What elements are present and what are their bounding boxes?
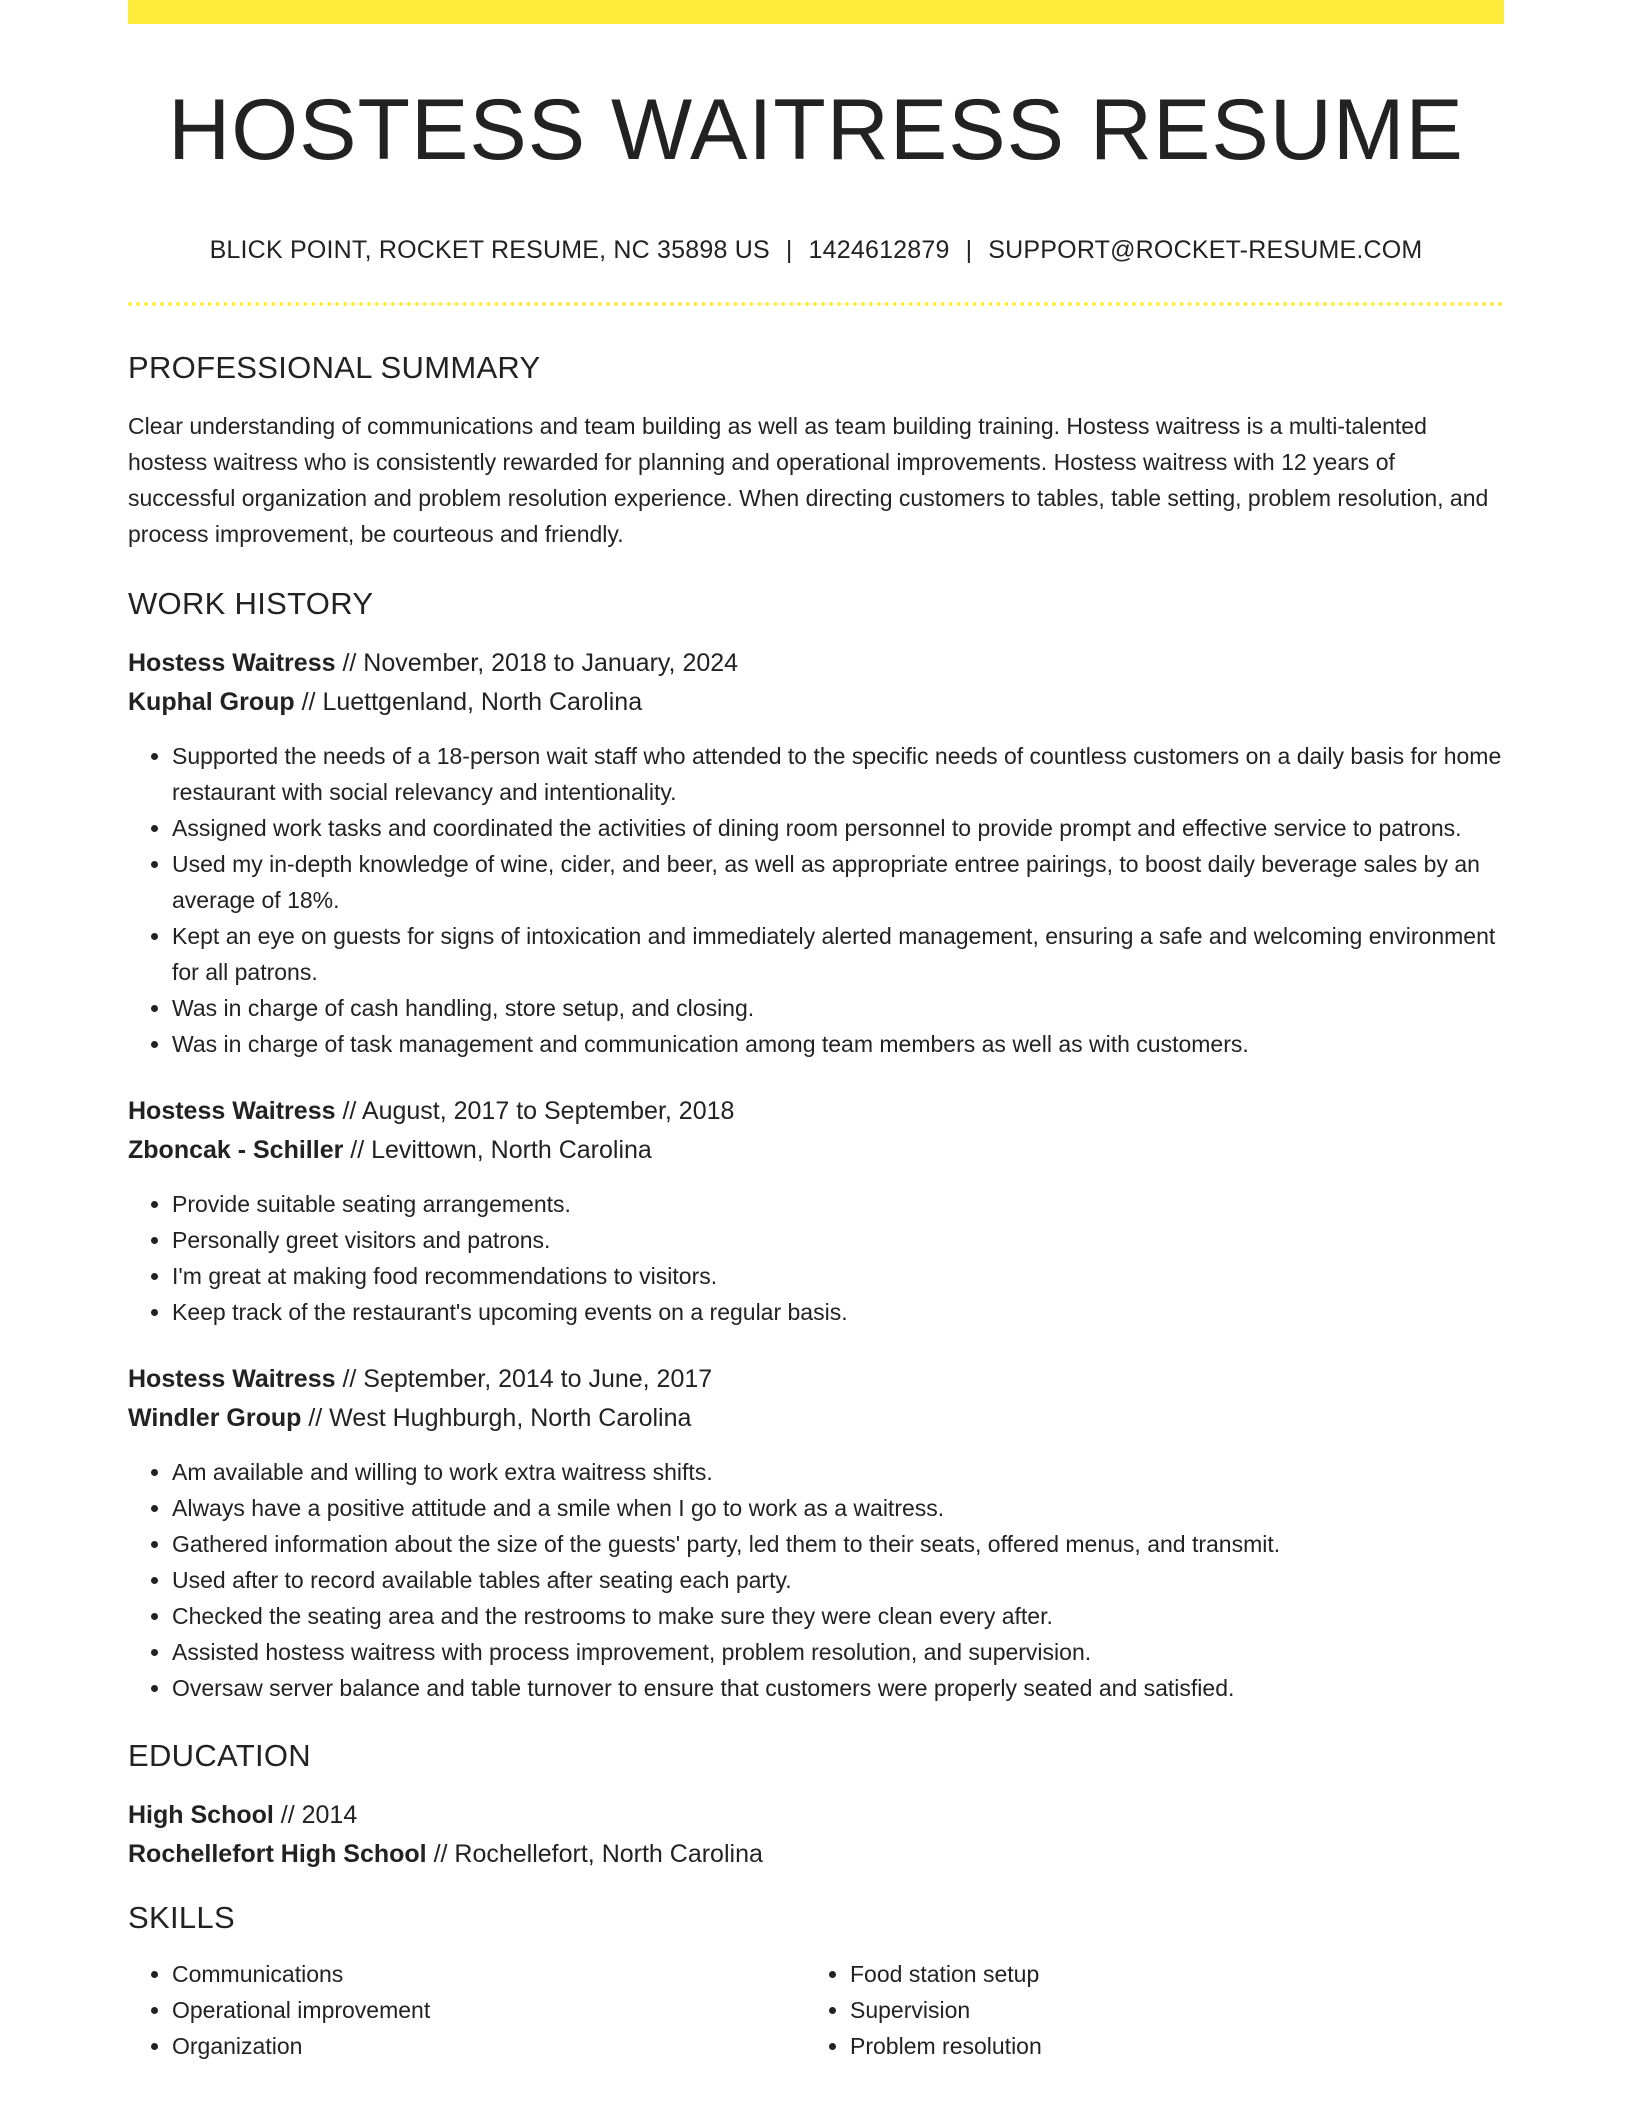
job-bullet: • Provide suitable seating arrangements. (172, 1186, 1504, 1222)
summary-text: Clear understanding of communications and team building as well as team building training. Hostess waitress is a multi-talented hostess waitress who is consistently rewarded for planning and operational improvements. Hostess waitress with 12 years of successful organization and problem resolution experience. When directing customers to tables, table setting, problem resolution, and process improvement, be courteous and friendly. (128, 413, 1489, 547)
contact-phone: 1424612879 (808, 236, 950, 264)
skills-left-column (128, 1956, 806, 2064)
job-company-line (128, 1131, 1504, 1170)
job-dates: // November, 2018 to January, 2024 (335, 649, 739, 677)
job-bullet: • Am available and willing to work extra waitress shifts. (172, 1454, 1504, 1490)
job-bullet: • Assisted hostess waitress with process improvement, problem resolution, and supervision. (172, 1634, 1504, 1670)
education-degree: High School (128, 1801, 274, 1829)
job-bullet: • Used my in-depth knowledge of wine, cider, and beer, as well as appropriate entree pairings, to boost daily beverage sales by an average of 18%. (172, 846, 1504, 918)
job-bullet: • Personally greet visitors and patrons. (172, 1222, 1504, 1258)
summary-heading: PROFESSIONAL SUMMARY (128, 350, 541, 385)
education-entry (128, 1796, 1504, 1874)
skill-item: • Operational improvement (172, 1992, 806, 2028)
job-title: Hostess Waitress (128, 649, 336, 677)
job-location: // Levittown, North Carolina (343, 1136, 652, 1164)
resume-title: HOSTESS WAITRESS RESUME (168, 82, 1464, 178)
job-bullet: • Checked the seating area and the restrooms to make sure they were clean every after. (172, 1598, 1504, 1634)
education-degree-line (128, 1796, 1504, 1835)
job-entry (128, 1360, 1504, 1706)
job-bullet: • Kept an eye on guests for signs of intoxication and immediately alerted management, ensuring a safe and welcoming environment for all patrons. (172, 918, 1504, 990)
education-location: // Rochellefort, North Carolina (426, 1840, 763, 1868)
skill-item: • Problem resolution (850, 2028, 1500, 2064)
skills-heading: SKILLS (128, 1900, 235, 1935)
job-entry (128, 644, 1504, 1062)
education-year: // 2014 (273, 1801, 358, 1829)
job-entry (128, 1092, 1504, 1330)
skill-item: • Supervision (850, 1992, 1500, 2028)
dotted-divider (128, 302, 1504, 306)
job-company: Zboncak - Schiller (128, 1136, 344, 1164)
contact-separator: | (965, 236, 973, 264)
job-bullets (128, 738, 1504, 1062)
job-dates: // September, 2014 to June, 2017 (335, 1365, 713, 1393)
job-bullet: • Gathered information about the size of the guests' party, led them to their seats, offered menus, and transmit. (172, 1526, 1504, 1562)
skill-item: • Organization (172, 2028, 806, 2064)
job-bullet: • Supported the needs of a 18-person wait staff who attended to the specific needs of countless customers on a daily basis for home restaurant with social relevancy and intentionality. (172, 738, 1504, 810)
skill-item: • Food station setup (850, 1956, 1500, 1992)
job-bullet: • Was in charge of cash handling, store setup, and closing. (172, 990, 1504, 1026)
skills-right-column (806, 1956, 1500, 2064)
job-bullet: • Always have a positive attitude and a smile when I go to work as a waitress. (172, 1490, 1504, 1526)
job-location: // Luettgenland, North Carolina (294, 688, 643, 716)
skill-item: • Communications (172, 1956, 806, 1992)
job-location: // West Hughburgh, North Carolina (301, 1404, 692, 1432)
job-bullet: • Keep track of the restaurant's upcoming events on a regular basis. (172, 1294, 1504, 1330)
job-bullets (128, 1454, 1504, 1706)
job-company-line (128, 1399, 1504, 1438)
job-bullet: • I'm great at making food recommendations to visitors. (172, 1258, 1504, 1294)
job-bullet: • Was in charge of task management and communication among team members as well as with customers. (172, 1026, 1504, 1062)
job-company: Windler Group (128, 1404, 302, 1432)
work-history-heading: WORK HISTORY (128, 586, 374, 621)
job-dates: // August, 2017 to September, 2018 (335, 1097, 735, 1125)
job-title-line (128, 644, 1504, 683)
job-company: Kuphal Group (128, 688, 295, 716)
job-title: Hostess Waitress (128, 1365, 336, 1393)
job-title: Hostess Waitress (128, 1097, 336, 1125)
contact-line (128, 234, 1504, 266)
job-bullet: • Used after to record available tables after seating each party. (172, 1562, 1504, 1598)
job-bullets (128, 1186, 1504, 1330)
education-school-line (128, 1835, 1504, 1874)
education-heading: EDUCATION (128, 1738, 311, 1773)
contact-email: SUPPORT@ROCKET-RESUME.COM (988, 236, 1423, 264)
education-school: Rochellefort High School (128, 1840, 427, 1868)
skills-columns (128, 1956, 1504, 2064)
contact-separator: | (785, 236, 793, 264)
job-title-line (128, 1360, 1504, 1399)
contact-address: BLICK POINT, ROCKET RESUME, NC 35898 US (209, 236, 770, 264)
job-bullet: • Oversaw server balance and table turnover to ensure that customers were properly seated and satisfied. (172, 1670, 1504, 1706)
job-bullet: • Assigned work tasks and coordinated the activities of dining room personnel to provide prompt and effective service to patrons. (172, 810, 1504, 846)
job-title-line (128, 1092, 1504, 1131)
resume-content (128, 0, 1504, 2064)
job-company-line (128, 683, 1504, 722)
